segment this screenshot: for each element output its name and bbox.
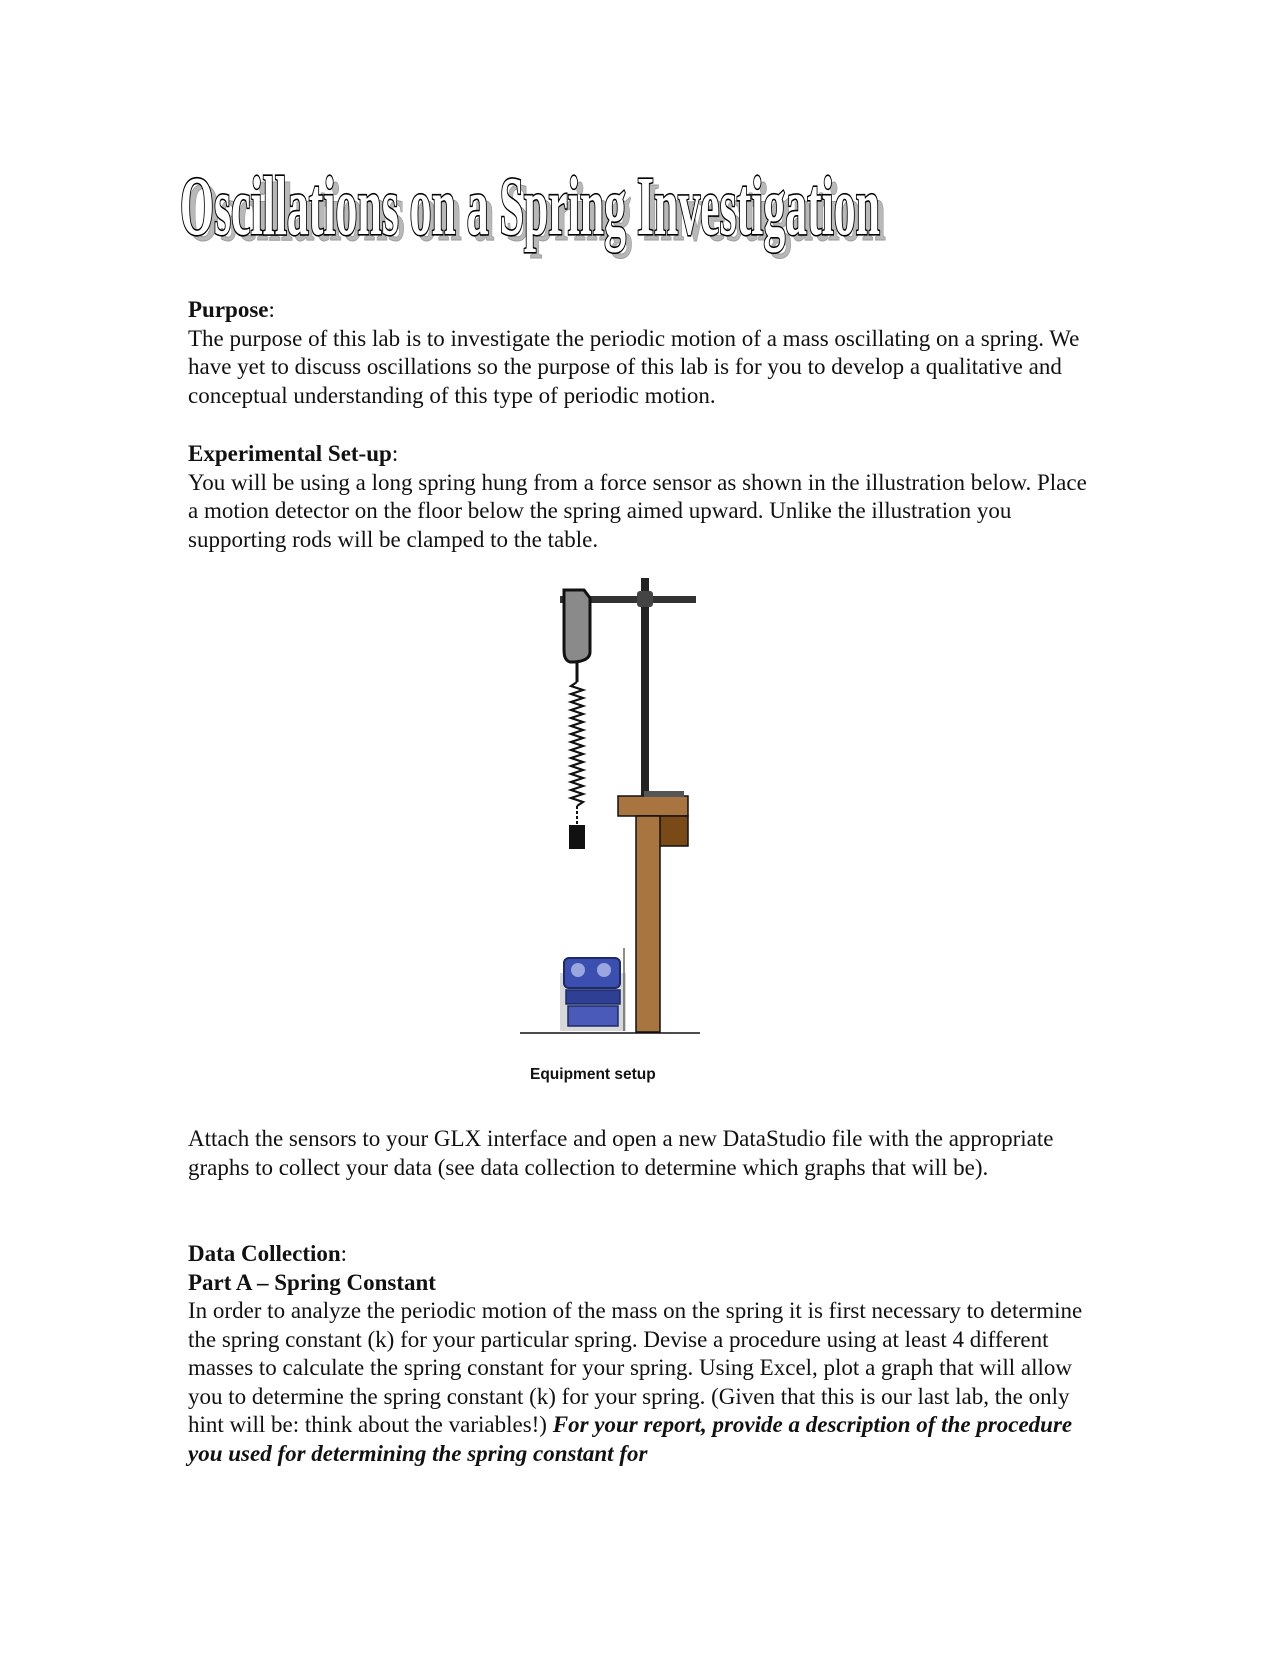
rod-clamp — [637, 591, 653, 607]
attach-section — [188, 1125, 1088, 1182]
force-sensor — [564, 590, 590, 662]
attach-text: Attach the sensors to your GLX interface and open a new DataStudio file with the appropriate graphs to collect your data (see data collection to determine which graphs that will be). — [188, 1126, 1054, 1180]
setup-section: Experimental Set-up: You will be using a long spring hung from a force sensor as shown in the illustration below. Place a motion detector on the floor below the spring aimed upward. Unlike the illustration you supporting rods will be clamped to the table. — [188, 440, 1088, 554]
purpose-heading: Purpose — [188, 297, 269, 322]
part-a-heading: Part A – Spring Constant — [188, 1269, 436, 1295]
equipment-setup-figure — [520, 578, 750, 1088]
setup-heading: Experimental Set-up — [188, 441, 392, 466]
setup-text: You will be using a long spring hung from a force sensor as shown in the illustration below. Place a motion detector on the floor below the spring aimed upward. Unlike the illustration you supporting rods will be clamped to the table. — [188, 469, 1087, 552]
title-fill: Oscillations on a Spring Investigation — [180, 160, 880, 253]
table-top — [618, 796, 688, 816]
data-collection-heading: Data Collection — [188, 1241, 341, 1266]
data-collection-section: Data Collection: Part A – Spring Constant In order to analyze the periodic motion of the mass on the spring it is first necessary to determine the spring constant (k) for your particular spring. Devise a procedure using at least 4 different masses to calculate the spring constant for your spring. Using Excel, plot a graph that will allow you to determine the spring constant (k) for your spring. (Given that this is our last lab, the only hint will be: think about the variables!) For your report, provide a description of the procedure you used for determining the spring constant for — [188, 1240, 1088, 1468]
title-shadow: Oscillations on a Spring Investigation — [186, 166, 886, 259]
page-title-wordart — [180, 138, 920, 298]
figure-caption: Equipment setup — [530, 1066, 656, 1083]
spring — [571, 682, 583, 806]
purpose-section: Purpose: The purpose of this lab is to investigate the periodic motion of a mass oscillating on a spring. We have yet to discuss oscillations so the purpose of this lab is for you to develop a qualitative and conceptual understanding of this type of periodic motion. — [188, 296, 1088, 410]
title-outline: Oscillations on a Spring Investigation — [180, 160, 880, 253]
motion-detector-icon — [560, 948, 626, 1031]
report-emphasis: For your report, provide a description of the procedure you used for determining the spring constant for — [188, 1412, 1073, 1466]
part-a-text: In order to analyze the periodic motion of the mass on the spring it is first necessary to determine the spring constant (k) for your particular spring. Devise a procedure using at least 4 different masses to calculate the spring constant for your spring. Using Excel, plot a graph that will allow you to determine the spring constant (k) for your spring. (Given that this is our last lab, the only hint will be: think about the variables!) — [188, 1298, 1083, 1437]
support-rod — [641, 578, 649, 796]
part-a-paragraph — [188, 1297, 1088, 1468]
hanging-mass-icon — [569, 825, 585, 849]
purpose-text: The purpose of this lab is to investigate the periodic motion of a mass oscillating on a spring. We have yet to discuss oscillations so the purpose of this lab is for you to develop a qualitative and conceptual understanding of this type of periodic motion. — [188, 325, 1080, 408]
table-leg — [636, 816, 660, 1032]
rod-base — [644, 791, 684, 797]
